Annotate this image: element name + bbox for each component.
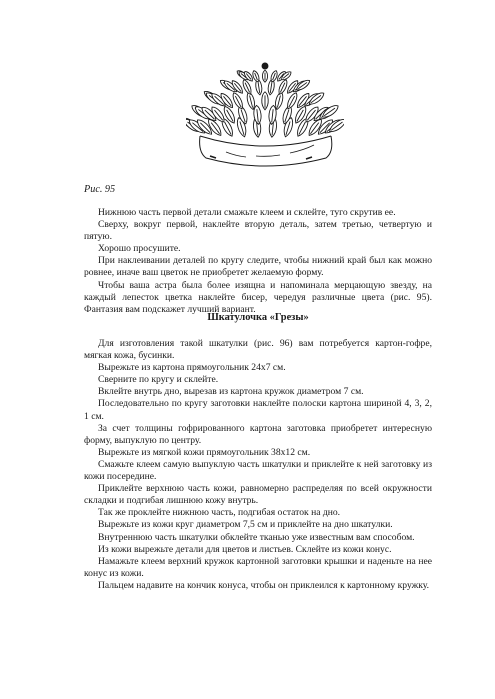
paragraph: Приклейте верхнюю часть кожи, равномерно распределяя по всей окружности складки и подгибая лишнюю кожу внутрь. <box>84 483 432 507</box>
paragraph: Последовательно по кругу заготовки наклейте полоски картона шириной 4, 3, 2, 1 см. <box>84 398 432 422</box>
paragraph: Чтобы ваша астра была более изящна и напоминала мерцающую звезду, на каждый лепесток цветка наклейте бисер, чередуя различные цвета (рис. 95). Фантазия вам подскажет лучший вариант. <box>84 279 432 315</box>
paragraph: Вырежьте из мягкой кожи прямоугольник 38x12 см. <box>98 446 311 458</box>
section1-text <box>84 207 432 316</box>
paragraph: Из кожи вырежьте детали для цветов и листьев. Склейте из кожи конус. <box>98 543 392 555</box>
paragraph: Вырежьте из картона прямоугольник 24x7 см. <box>98 362 286 374</box>
paragraph: Намажьте клеем верхний кружок картонной заготовки крышки и наденьте на нее конус из кожи. <box>84 555 432 579</box>
paragraph: Так же проклейте нижнюю часть, подгибая остаток на дно. <box>98 507 341 519</box>
paragraph: Для изготовления такой шкатулки (рис. 96) вам потребуется картон-гофре, мягкая кожа, бусинки. <box>84 338 432 362</box>
section-title: Шкатулочка «Грезы» <box>207 312 309 323</box>
paragraph: Внутреннюю часть шкатулки обклейте тканью уже известным вам способом. <box>98 531 415 543</box>
paragraph: За счет толщины гофрированного картона заготовка приобретет интересную форму, выпуклую по центру. <box>84 422 432 446</box>
paragraph: Нижнюю часть первой детали смажьте клеем и склейте, туго скрутив ее. <box>98 207 396 218</box>
paragraph: Сверху, вокруг первой, наклейте вторую деталь, затем третью, четвертую и пятую. <box>84 219 432 243</box>
petal-shape <box>262 70 267 82</box>
aster-flower-illustration-icon <box>186 52 344 170</box>
figure-caption: Рис. 95 <box>84 184 116 195</box>
paragraph: При наклеивании деталей по кругу следите, чтобы нижний край был как можно ровнее, иначе ваш цветок не приобретет желаемую форму. <box>84 255 432 279</box>
paragraph: Сверните по кругу и склейте. <box>98 374 219 386</box>
paragraph: Вырежьте из кожи круг диаметром 7,5 см и приклейте на дно шкатулки. <box>98 519 393 531</box>
paragraph: Смажьте клеем самую выпуклую часть шкатулки и приклейте к ней заготовку из кожи посередине. <box>84 458 432 483</box>
section2-text <box>84 338 432 592</box>
paragraph: Пальцем надавите на кончик конуса, чтобы он приклеился к картонному кружку. <box>98 579 429 591</box>
flower-center <box>262 63 268 69</box>
petal-shape <box>262 92 268 110</box>
paragraph: Вклейте внутрь дно, вырезав из картона кружок диаметром 7 см. <box>98 386 364 398</box>
paragraph: Хорошо просушите. <box>98 243 181 255</box>
